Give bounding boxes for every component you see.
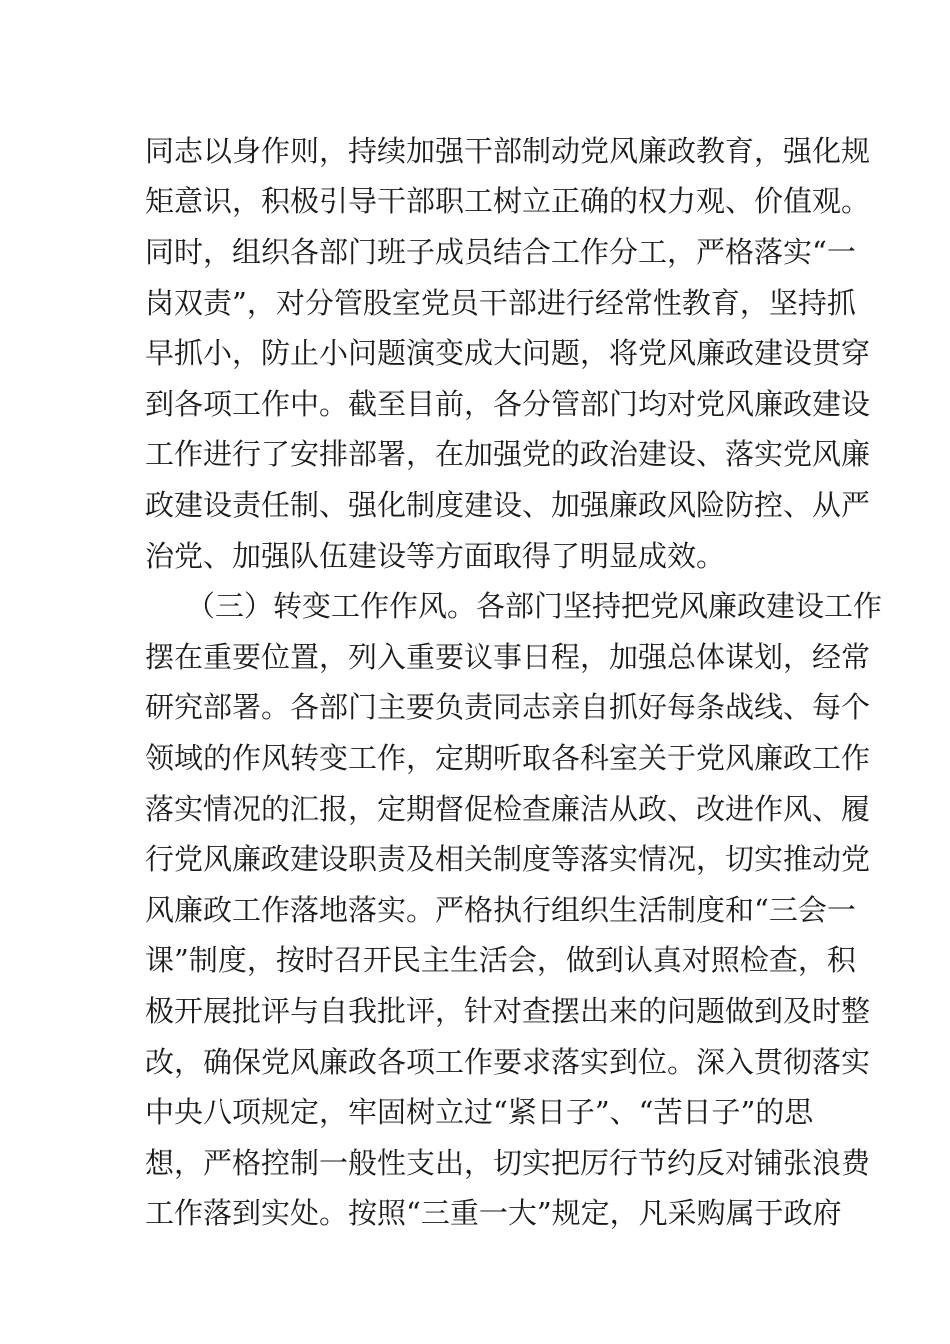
- text-line: 政建设责任制、强化制度建设、加强廉政风险防控、从严: [145, 488, 871, 522]
- text-line: 课”制度，按时召开民主生活会，做到认真对照检查，积: [145, 943, 856, 977]
- text-line: 落实情况的汇报，定期督促检查廉洁从政、改进作风、履: [145, 792, 871, 826]
- text-line: 工作进行了安排部署，在加强党的政治建设、落实党风廉: [145, 437, 871, 471]
- text-line: 到各项工作中。截至目前，各分管部门均对党风廉政建设: [145, 387, 871, 421]
- text-line: 风廉政工作落地落实。严格执行组织生活制度和“三会一: [145, 893, 856, 927]
- text-line: 同志以身作则，持续加强干部制动党风廉政教育，强化规: [145, 134, 871, 168]
- text-line: 早抓小，防止小问题演变成大问题，将党风廉政建设贯穿: [145, 336, 871, 370]
- text-line: 想，严格控制一般性支出，切实把厉行节约反对铺张浪费: [145, 1146, 871, 1180]
- text-line: 改，确保党风廉政各项工作要求落实到位。深入贯彻落实: [145, 1045, 871, 1079]
- text-line: 中央八项规定，牢固树立过“紧日子”、“苦日子”的思: [145, 1095, 814, 1129]
- text-line: 极开展批评与自我批评，针对查摆出来的问题做到及时整: [145, 994, 871, 1028]
- text-line: 岗双责”，对分管股室党员干部进行经常性教育，坚持抓: [145, 286, 856, 320]
- text-line: 行党风廉政建设职责及相关制度等落实情况，切实推动党: [145, 842, 871, 876]
- text-line: 矩意识，积极引导干部职工树立正确的权力观、价值观。: [145, 184, 871, 218]
- text-line: 领域的作风转变工作，定期听取各科室关于党风廉政工作: [145, 741, 871, 775]
- text-line: 同时，组织各部门班子成员结合工作分工，严格落实“一: [145, 235, 856, 269]
- text-line-paragraph-end: 治党、加强队伍建设等方面取得了明显成效。: [145, 539, 726, 573]
- section-heading-line: （三）转变工作作风。各部门坚持把党风廉政建设工作: [186, 589, 883, 623]
- text-line: 研究部署。各部门主要负责同志亲自抓好每条战线、每个: [145, 690, 871, 724]
- text-line: 摆在重要位置，列入重要议事日程，加强总体谋划，经常: [145, 640, 871, 674]
- text-line: 工作落到实处。按照“三重一大”规定，凡采购属于政府: [145, 1196, 842, 1230]
